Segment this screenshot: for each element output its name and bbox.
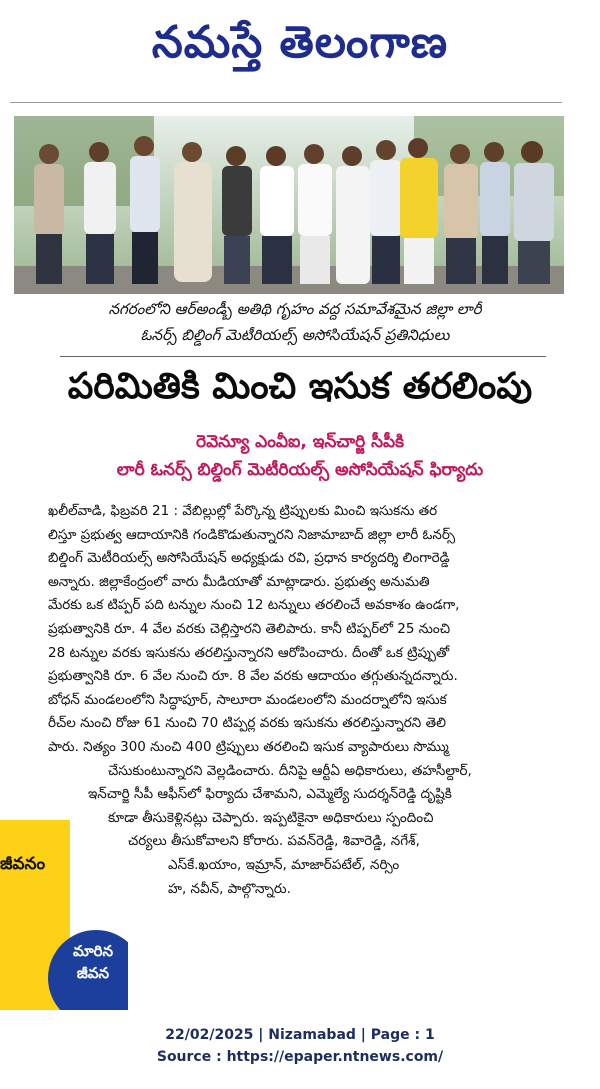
masthead-title: నమస్తే తెలంగాణ xyxy=(151,17,449,68)
advertisement-yellow-text: జీవనం xyxy=(0,854,46,874)
advertisement-circle xyxy=(48,930,128,1020)
body-line: ప్రభుత్వానికి రూ. 6 వేల నుంచి రూ. 8 వేల వరకు ఆదాయం తగ్గుతున్నదన్నారు. xyxy=(48,668,458,685)
footer-source-link[interactable]: Source : https://epaper.ntnews.com/ xyxy=(156,1049,444,1065)
caption-line: నగరంలోని ఆర్అండ్బీ అతిథి గృహం వద్ద సమావేశమైన జిల్లా లారీ xyxy=(108,300,482,318)
article-body xyxy=(48,500,560,901)
body-line: లిస్తూ ప్రభుత్వ ఆదాయానికి గండికొడుతున్నారని నిజామాబాద్ జిల్లా లారీ ఓనర్స్ xyxy=(48,526,456,543)
advertisement-line: జీవన xyxy=(76,964,110,982)
caption-line: ఓనర్స్ బిల్డింగ్ మెటీరియల్స్ అసోసియేషన్ ప్రతినిధులు xyxy=(140,326,450,344)
group-photo-icon xyxy=(14,116,564,294)
footer-date-edition: 22/02/2025 | Nizamabad | Page : 1 xyxy=(165,1027,435,1043)
body-line: బోధన్ మండలంలోని సిద్ధాపూర్, సాలూరా మండలంలోని మందర్నాలోని ఇసుక xyxy=(48,691,447,708)
article-headline: పరిమితికి మించి ఇసుక తరలింపు xyxy=(67,366,533,407)
masthead-divider xyxy=(10,102,562,103)
body-line: హ, నవీన్, పాల్గొన్నారు. xyxy=(168,880,291,897)
subhead-line: లారీ ఓనర్స్ బిల్డింగ్ మెటీరియల్స్ అసోసియేషన్ ఫిర్యాదు xyxy=(116,460,484,480)
subhead-line: రెవెన్యూ ఎంవీఐ, ఇన్‌చార్జి సీపీకి xyxy=(196,432,404,452)
body-line: పారు. నిత్యం 300 నుంచి 400 ట్రిప్పులు తరలించి ఇసుక వ్యాపారులు సొమ్ము xyxy=(48,738,449,755)
body-line: చర్యలు తీసుకోవాలని కోరారు. పవన్‌రెడ్డి, శివారెడ్డి, నగేశ్, xyxy=(128,833,420,850)
article-subheadline xyxy=(20,428,580,484)
group-photo xyxy=(14,116,564,294)
body-line: మేరకు ఒక టిప్పర్ పది టన్నుల నుంచి 12 టన్నులు తరలించే అవకాశం ఉండగా, xyxy=(48,597,460,614)
advertisement-circle-text xyxy=(58,940,128,984)
body-line: ఎస్‌కే.ఖయాం, ఇమ్రాన్, మాజార్‌పటేల్, నర్సిం xyxy=(168,856,400,873)
body-line: అన్నారు. జిల్లాకేంద్రంలో వారు మీడియాతో మాట్లాడారు. ప్రభుత్వ అనుమతి xyxy=(48,573,430,590)
body-line: ప్రభుత్వానికి రూ. 4 వేల వరకు చెల్లిస్తారని తెలిపారు. కానీ టిప్పర్‌లో 25 నుంచి xyxy=(48,620,451,637)
body-line: బిల్డింగ్ మెటీరియల్స్ అసోసియేషన్ అధ్యక్షుడు రవి, ప్రధాన కార్యదర్శి లింగారెడ్డి xyxy=(48,550,450,567)
body-line: ఇన్‌చార్జి సీపీ ఆఫీస్‌లో ఫిర్యాదు చేశామని, ఎమ్మెల్యే సుదర్శన్‌రెడ్డి దృష్టికి xyxy=(88,786,452,803)
advertisement-line: మారిన xyxy=(72,942,114,960)
masthead xyxy=(0,0,600,96)
body-line: కూడా తీసుకెళ్లినట్లు చెప్పారు. ఇప్పటికైనా అధికారులు స్పందించి xyxy=(108,809,434,826)
body-line: రీచ్‌ల నుంచి రోజు 61 నుంచి 70 టిప్పర్ల వరకు ఇసుకను తరలిస్తున్నారని తెలి xyxy=(48,715,446,732)
photo-caption xyxy=(40,296,550,348)
body-line: 28 టన్నుల వరకు ఇసుకను తరలిస్తున్నారని ఆరోపించారు. దీంతో ఒక ట్రిప్పుతో xyxy=(48,644,450,661)
body-line: చేసుకుంటున్నారని వెల్లడించారు. దీనిపై ఆర్టీఏ అధికారులు, తహసీల్దార్, xyxy=(108,762,472,779)
body-line: ఖలీల్‌వాడి, ఫిబ్రవరి 21 : వేబిల్లుల్లో పేర్కొన్న ట్రిప్పులకు మించి ఇసుకను తర xyxy=(48,503,438,519)
page-footer xyxy=(0,1024,600,1068)
caption-divider xyxy=(60,356,546,357)
